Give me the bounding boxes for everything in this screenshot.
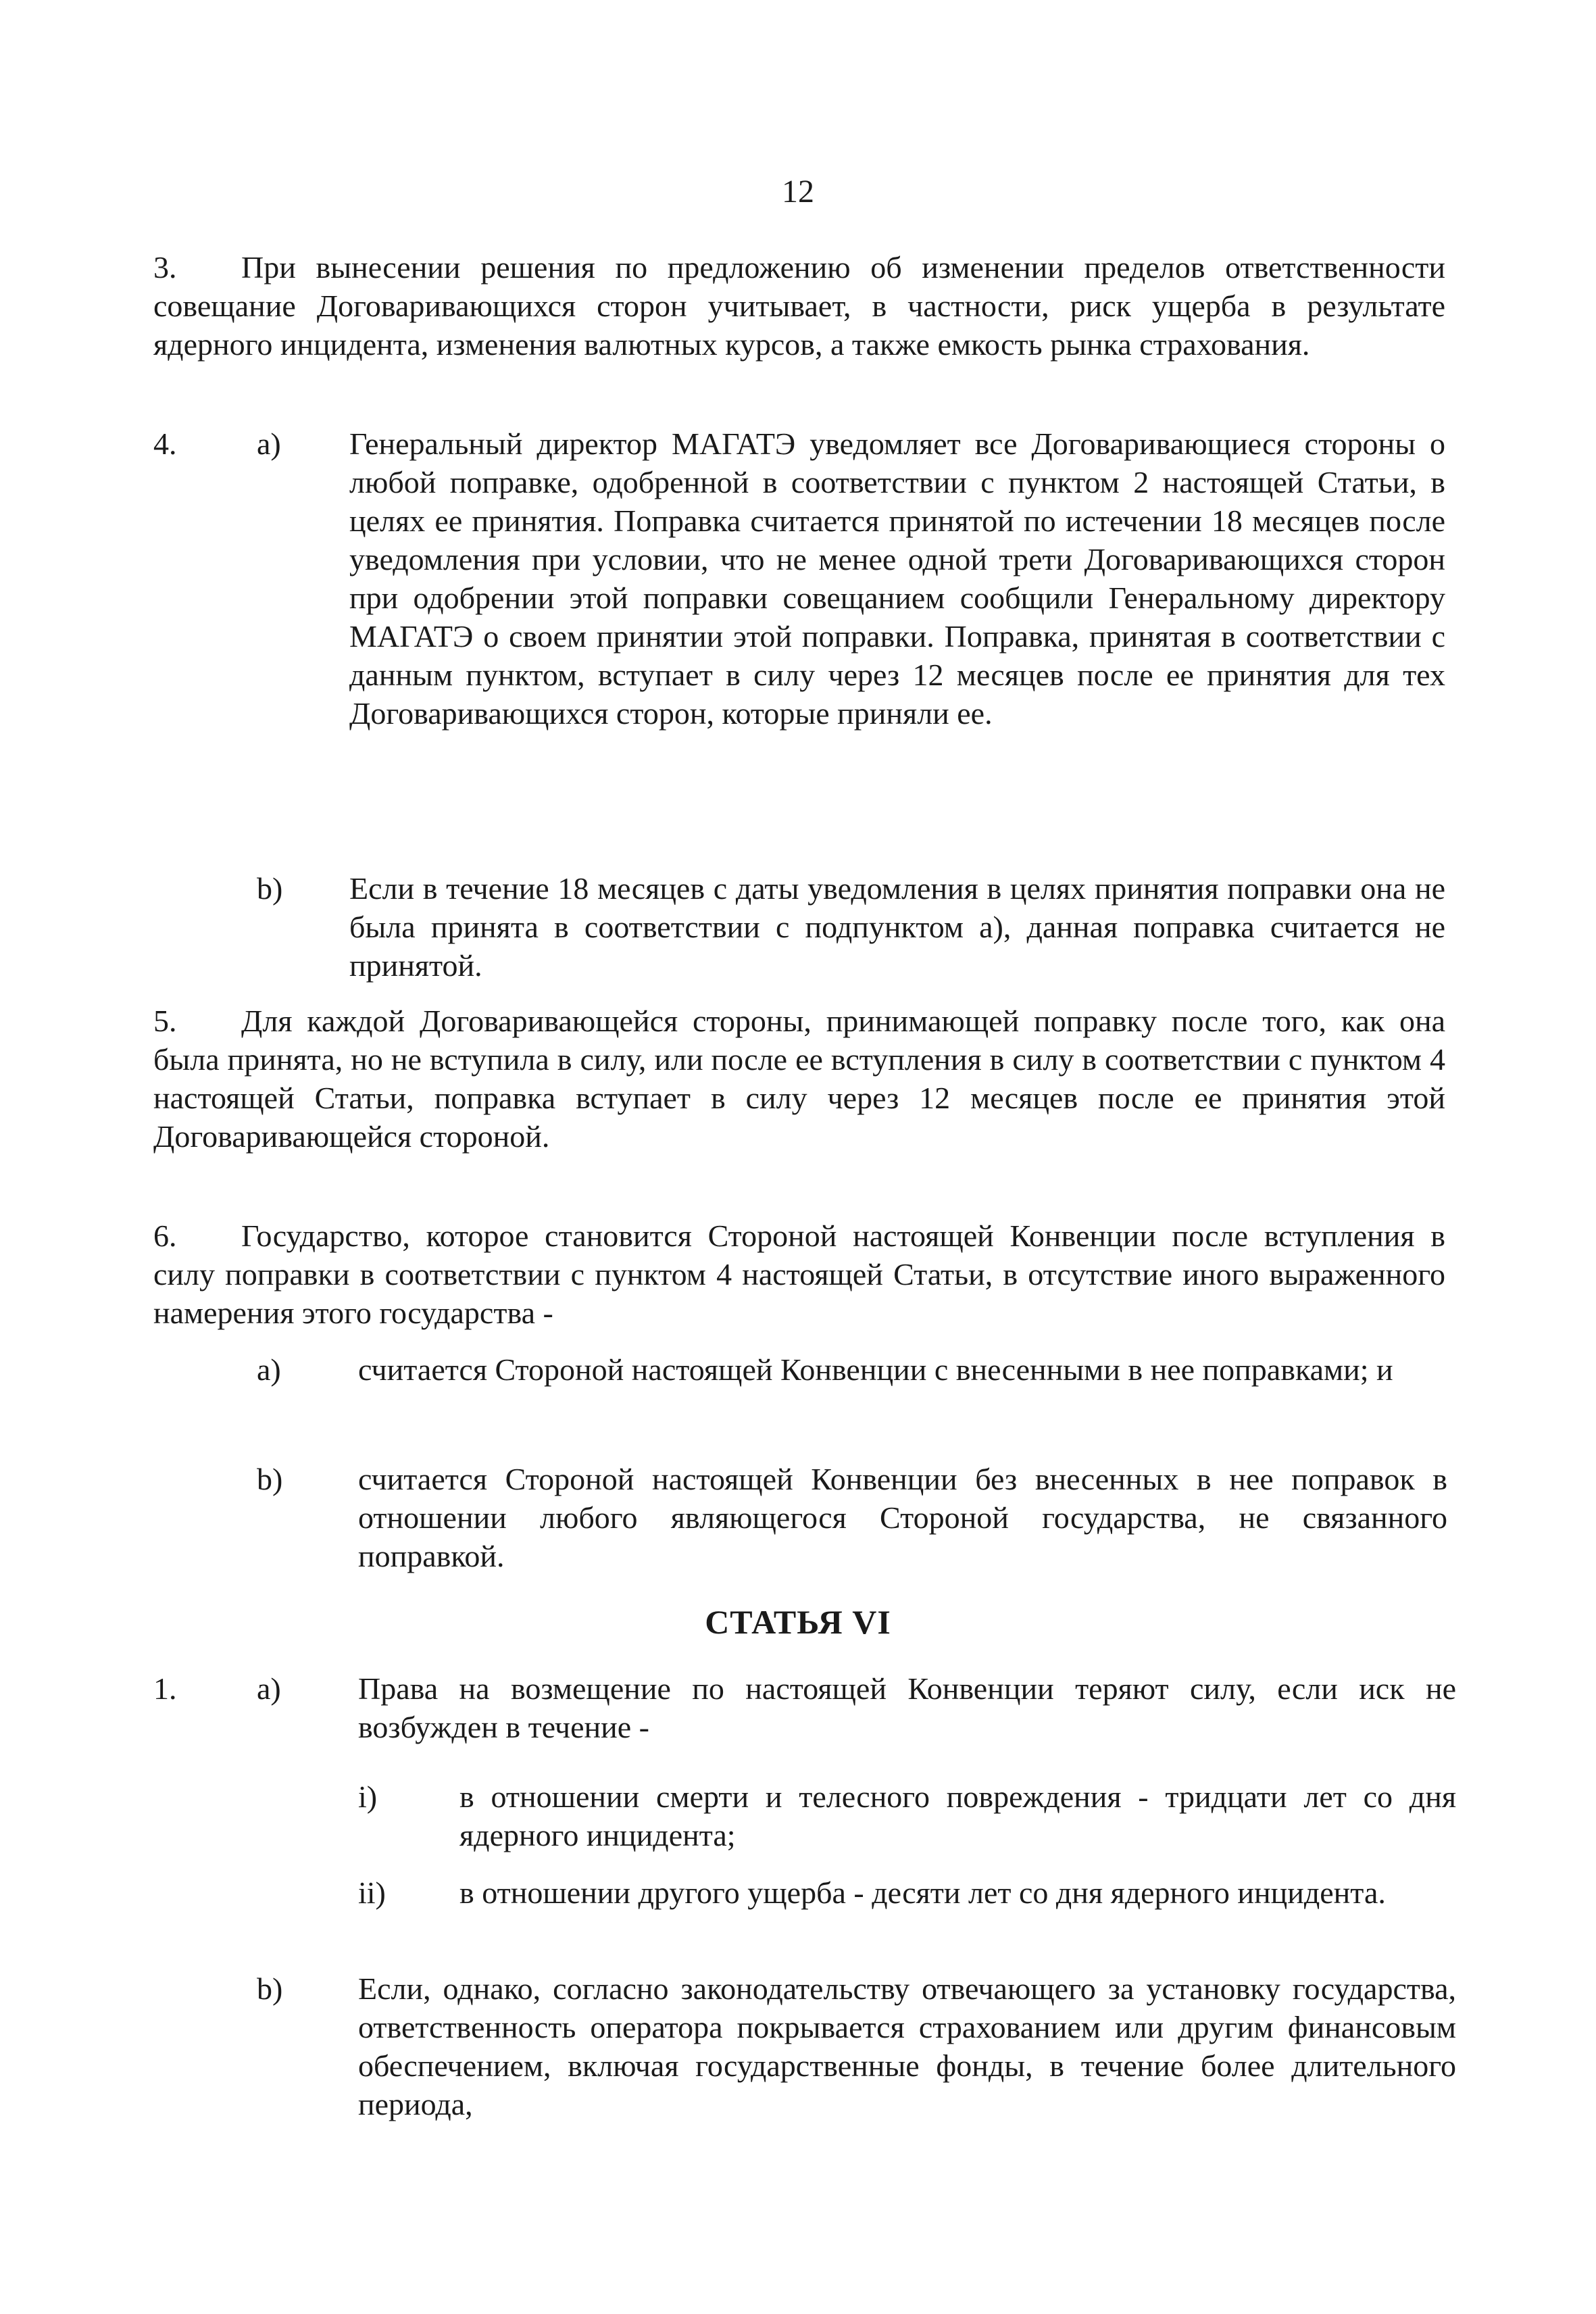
- paragraph-6a-label: a): [257, 1352, 281, 1387]
- paragraph-3-number: 3.: [153, 250, 177, 285]
- paragraph-5-text: Для каждой Договаривающейся стороны, принимающей поправку после того, как она была принята, но не вступила в силу, или после ее вступления в силу в соответствии с пунктом 4 настоящей Статьи, поправка вступает в силу через 12 месяцев после ее принятия этой Договаривающейся стороной.: [153, 1004, 1445, 1154]
- paragraph-5: [153, 1002, 1445, 1156]
- article-6-item-ii-label: ii): [358, 1875, 386, 1910]
- article-6-paragraph-1b-text: Если, однако, согласно законодательству отвечающего за установку государства, ответственность оператора покрывается страхованием или другим финансовым обеспечением, включая государственные фонды, в течение более длительного периода,: [358, 1971, 1456, 2121]
- paragraph-6-number: 6.: [153, 1218, 177, 1253]
- paragraph-4a-text: Генеральный директор МАГАТЭ уведомляет все Договаривающиеся стороны о любой поправке, одобренной в соответствии с пунктом 2 настоящей Статьи, в целях ее принятия. Поправка считается принятой по истечении 18 месяцев после уведомления при условии, что не менее одной трети Договаривающихся сторон при одобрении этой поправки совещанием сообщили Генеральному директору МАГАТЭ о своем принятии этой поправки. Поправка, принятая в соответствии с данным пунктом, вступает в силу через 12 месяцев после ее принятия для тех Договаривающихся сторон, которые приняли ее.: [349, 426, 1445, 731]
- paragraph-6b-text: считается Стороной настоящей Конвенции без внесенных в нее поправок в отношении любого являющегося Стороной государства, не связанного поправкой.: [358, 1462, 1447, 1573]
- paragraph-3: [153, 248, 1445, 364]
- paragraph-4a-label: a): [257, 426, 281, 461]
- article-6-item-i-label: i): [358, 1779, 378, 1814]
- page-number: 12: [782, 174, 814, 210]
- paragraph-5-number: 5.: [153, 1004, 177, 1038]
- paragraph-4-number: 4.: [153, 426, 177, 461]
- article-6-item-ii-text: в отношении другого ущерба - десяти лет со дня ядерного инцидента.: [459, 1875, 1386, 1910]
- article-6-paragraph-1-number: 1.: [153, 1671, 177, 1706]
- paragraph-4b-text: Если в течение 18 месяцев с даты уведомления в целях принятия поправки она не была принята в соответствии с подпунктом а), данная поправка считается не принятой.: [349, 871, 1445, 983]
- article-heading: СТАТЬЯ VI: [705, 1603, 891, 1641]
- article-6-paragraph-1a-text: Права на возмещение по настоящей Конвенции теряют силу, если иск не возбужден в течение -: [358, 1671, 1456, 1744]
- article-6-item-i-text: в отношении смерти и телесного повреждения - тридцати лет со дня ядерного инцидента;: [459, 1779, 1456, 1852]
- paragraph-6: [153, 1216, 1445, 1332]
- paragraph-4b-label: b): [257, 871, 283, 906]
- paragraph-6b-label: b): [257, 1462, 283, 1496]
- paragraph-6-text: Государство, которое становится Стороной настоящей Конвенции после вступления в силу поправки в соответствии с пунктом 4 настоящей Статьи, в отсутствие иного выраженного намерения этого государства -: [153, 1218, 1445, 1330]
- paragraph-6a-text: считается Стороной настоящей Конвенции с внесенными в нее поправками; и: [358, 1352, 1393, 1387]
- article-6-paragraph-1a-label: a): [257, 1671, 281, 1706]
- paragraph-3-text: При вынесении решения по предложению об изменении пределов ответственности совещание Договаривающихся сторон учитывает, в частности, риск ущерба в результате ядерного инцидента, изменения валютных курсов, а также емкость рынка страхования.: [153, 250, 1445, 362]
- article-6-paragraph-1b-label: b): [257, 1971, 283, 2006]
